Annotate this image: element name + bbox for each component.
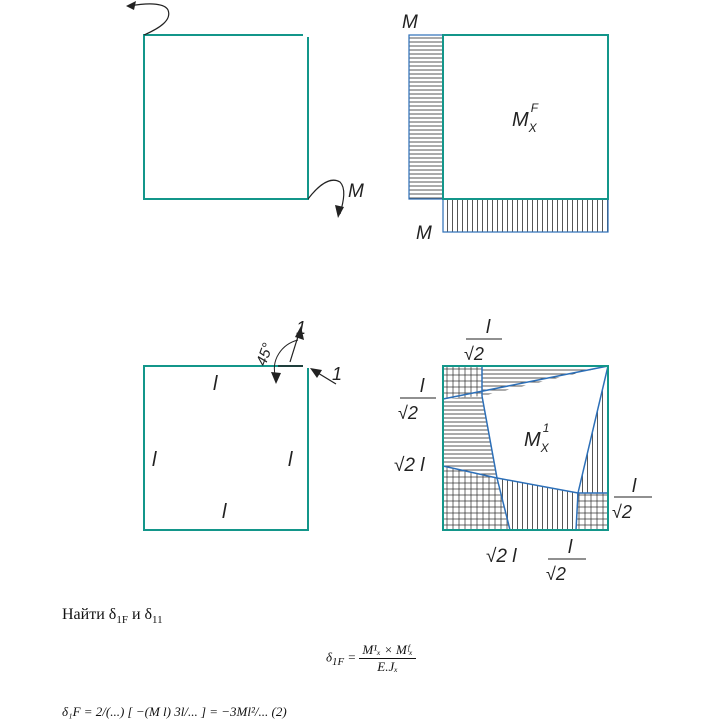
moment-diagram-MxF [402,12,608,244]
svg-text:√2: √2 [546,564,566,584]
svg-text:l: l [486,317,491,338]
svg-text:l: l [420,376,425,397]
svg-text:l: l [568,537,573,558]
hatched-bottom-left-cell [443,466,510,530]
frame-loaded-with-moments [126,1,364,218]
label-length-right: l [288,449,293,471]
label-sqrt2-l-left: √2 l [394,455,425,476]
formula-delta-1F: $\delta_{1F}$ = $\frac{\text{M¹ₓ × Mᶠₓ}}{\text{E.Jₓ}}$ [326,642,416,675]
hatched-bottom-band [443,199,608,232]
svg-text:√2: √2 [464,344,484,364]
arrowhead-icon [271,372,281,384]
label-M-bottom: M [416,223,432,244]
label-sqrt2-l-bottom: √2 l [486,546,517,567]
moment-arrow-top [130,4,169,35]
arrowhead-icon [335,205,344,218]
label-M-top: M [402,12,418,33]
label-length-bottom: l [222,501,227,523]
fraction-l-over-sqrt2-right [612,476,652,522]
hatched-left-band [409,35,443,199]
label-MxF: $M_XF$ [512,101,539,135]
label-unit-force-a: 1 [296,318,307,338]
svg-text:√2: √2 [612,502,632,522]
label-length-left: l [152,449,157,471]
moment-diagram-Mx1 [394,317,652,584]
label-unit-force-b: 1 [332,364,343,384]
frame-outline [144,35,308,199]
hatched-bottom-right-cell [576,493,608,530]
formula-delta-expansion: δ₁F = 2/(...) [ −(M l) 3l/... ] = −3Ml²/... (2) [62,704,287,719]
svg-text:l: l [632,476,637,497]
svg-text:√2: √2 [398,403,418,423]
arrowhead-icon [310,368,322,378]
fraction-l-over-sqrt2-top [464,317,502,364]
task-statement: Найти $\delta_{1F}$ и $\delta_{11}$ [62,606,163,627]
label-angle: 45° [253,340,277,369]
hatched-top-left-cell [443,366,482,399]
label-Mx1: $M_X1$ [524,421,550,455]
fraction-l-over-sqrt2-left [398,376,436,423]
arrowhead-icon [126,1,136,10]
frame-with-unit-forces [144,318,342,530]
label-length-top: l [213,373,218,395]
fraction-l-over-sqrt2-bottom [546,537,586,584]
label-M-right: M [348,181,364,202]
fraction: $\frac{\text{M¹ₓ × Mᶠₓ}}{\text{E.Jₓ}}$ [359,642,415,675]
angle-arc [274,340,298,378]
